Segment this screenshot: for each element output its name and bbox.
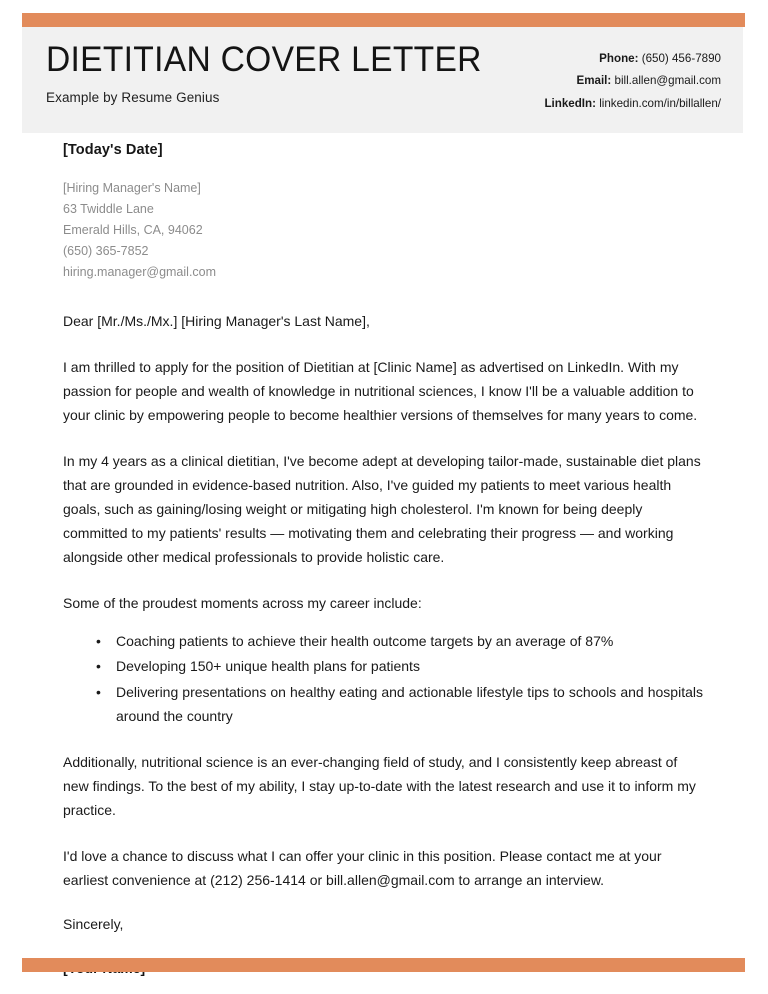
letter-body [63, 142, 703, 979]
top-accent-bar [22, 13, 745, 27]
letter-salutation: Dear [Mr./Ms./Mx.] [Hiring Manager's Last Name], [63, 313, 370, 329]
letterhead-inner [22, 27, 743, 133]
list-item: • Developing 150+ unique health plans for patients [96, 654, 703, 678]
letter-paragraph-2: In my 4 years as a clinical dietitian, I've become adept at developing tailor-made, sustainable diet plans that are grounded in evidence-based nutrition. Also, I've guided my patients to meet various health goals, such as gaining/losing weight or mitigating high cholesterol. I'm known for being deeply committed to my patients' results — motivating them and celebrating their progress — and working alongside other medical professionals to provide holistic care. [63, 452, 701, 566]
recipient-name: [Hiring Manager's Name] [63, 181, 201, 195]
letterhead-header [22, 27, 743, 133]
letter-closing: Sincerely, [63, 916, 124, 933]
page-subtitle: Example by Resume Genius [46, 89, 220, 105]
contact-phone-label: Phone: [599, 52, 639, 65]
contact-phone-value: (650) 456-7890 [641, 52, 721, 65]
achievements-lead-in: Some of the proudest moments across my career include: [63, 595, 422, 612]
recipient-email: hiring.manager@gmail.com [63, 265, 217, 279]
page-title: DIETITIAN COVER LETTER [46, 40, 482, 79]
recipient-street: 63 Twiddle Lane [63, 202, 154, 216]
letter-paragraph-4: I'd love a chance to discuss what I can offer your clinic in this position. Please contact me at your earliest convenience at (212) 256-1414 or bill.allen@gmail.com to arrange an interview. [63, 847, 662, 889]
contact-linkedin-label: LinkedIn: [544, 96, 596, 110]
letter-date: [Today's Date] [63, 142, 163, 158]
recipient-city-state-zip: Emerald Hills, CA, 94062 [63, 223, 203, 237]
achievements-list [63, 629, 703, 727]
list-item: • Delivering presentations on healthy eating and actionable lifestyle tips to schools and hospitals around the country [96, 680, 703, 728]
contact-email-value: bill.allen@gmail.com [614, 74, 721, 88]
recipient-address-block [63, 178, 703, 283]
letter-paragraph-3: Additionally, nutritional science is an ever-changing field of study, and I consistently keep abreast of new findings. To the best of my ability, I stay up-to-date with the latest research and use it to inform my practice. [63, 753, 696, 818]
letterhead-title-group [46, 42, 500, 105]
list-item: • Coaching patients to achieve their health outcome targets by an average of 87% [96, 629, 703, 653]
contact-block [544, 48, 721, 115]
contact-phone [544, 48, 721, 70]
contact-linkedin-value: linkedin.com/in/billallen/ [599, 96, 721, 110]
letter-paragraph-1: I am thrilled to apply for the position of Dietitian at [Clinic Name] as advertised on LinkedIn. With my passion for people and wealth of knowledge in nutritional sciences, I know I'll be a valuable addition to your clinic by empowering people to become healthier versions of themselves for many years to come. [63, 358, 698, 423]
contact-email-label: Email: [576, 74, 612, 88]
contact-email [544, 70, 721, 92]
bottom-accent-bar [22, 958, 745, 972]
contact-linkedin [544, 93, 721, 115]
recipient-phone: (650) 365-7852 [63, 244, 149, 258]
